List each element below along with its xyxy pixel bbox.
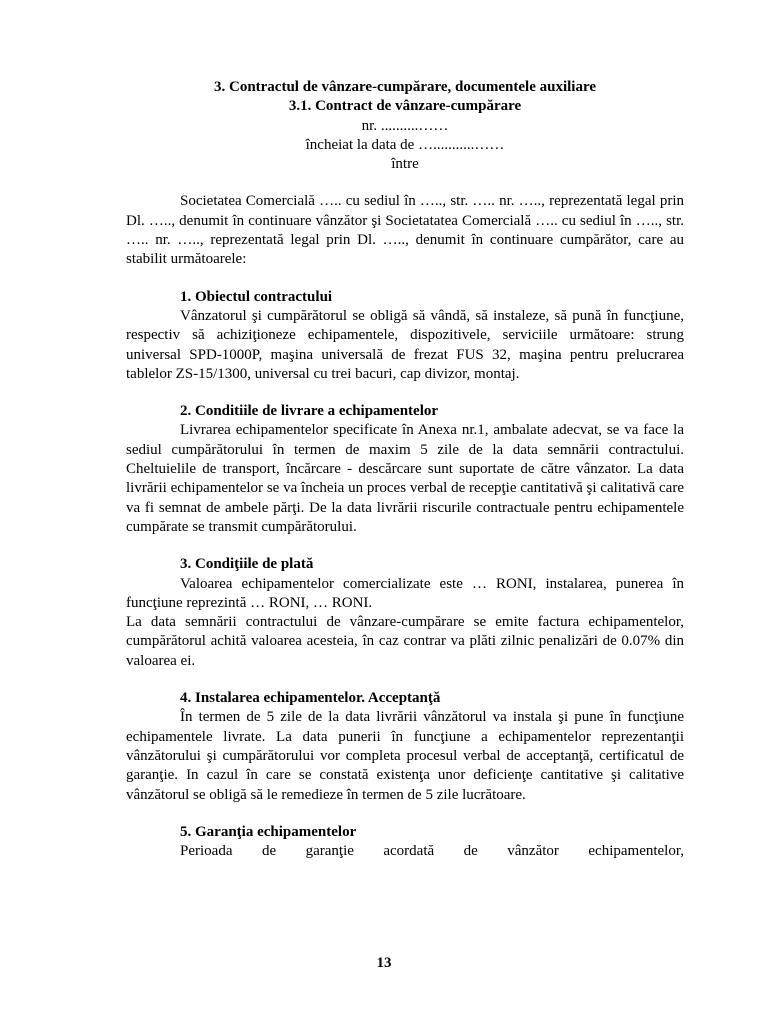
contract-date: încheiat la data de …...........…… <box>305 136 505 153</box>
intro-paragraph: Societatea Comercială ….. cu sediul în ….., str. ….. nr. ….., reprezentată legal prin Dl. ….., denumit în continuare vânzător şi Societatatea Comercială ….. cu sediul în ….., str. ….. nr. ….., reprezentată legal prin Dl. ….., denumit în continuare cumpărător, care au stabilit următoarele: <box>126 193 684 268</box>
section-heading-payment: 3. Condiţiile de plată <box>180 556 314 573</box>
section-body-payment: Valoarea echipamentelor comercializate este … RONI, instalarea, punerea în funcţiune reprezintă … RONI, … RONI. <box>126 575 684 611</box>
section-body-installation: În termen de 5 zile de la data livrării vânzătorul va instala şi pune în funcţiune echipamentele livrate. La data punerii în funcţiune a echipamentelor reprezentanţii vânzătorului şi cumpărătorului vor completa procesul verbal de acceptanţă, certificatul de garanţie. In cazul în care se constată existenţa unor deficienţe cantitative şi calitative vânzătorul se obligă să le remedieze în termen de 5 zile lucrătoare. <box>126 709 684 803</box>
spacer <box>126 384 684 402</box>
spacer <box>126 174 684 192</box>
spacer <box>126 537 684 555</box>
section-body-delivery: Livrarea echipamentelor specificate în Anexa nr.1, ambalate adecvat, se va face la sediul cumpărătorului în termen de maxim 5 zile de la data semnării contractului. Cheltuielile de transport, încărcare - descărcare sunt suportate de către vânzator. La data livrării echipamentelor se va încheia un proces verbal de recepţie cantitativă şi calitativă care va fi semnat de ambele părţi. De la data livrării riscurile contractuale pentru echipamentele cumpărate se transmit cumpărătorului. <box>126 422 684 535</box>
section-heading-object: 1. Obiectul contractului <box>180 288 333 305</box>
contract-number: nr. ..........…… <box>361 117 449 134</box>
between-label: între <box>391 156 419 173</box>
section-body-object: Vânzatorul şi cumpărătorul se obligă să vândă, să instaleze, să pună în funcţiune, respectiv să achiziţioneze echipamentele, dispozitivele, serviciile următoare: strung universal SPD-1000P, maşina universală de frezat FUS 32, maşina pentru prelucrarea tablelor ZS-15/1300, universal cu trei bacuri, cap divizor, montaj. <box>126 307 684 382</box>
document-page <box>126 78 684 861</box>
section-heading-installation: 4. Instalarea echipamentelor. Acceptanţă <box>180 690 441 707</box>
section-body-warranty: Perioada de garanţie acordată de vânzător echipamentelor, <box>180 843 684 860</box>
section-heading-delivery: 2. Conditiile de livrare a echipamentelor <box>180 403 439 420</box>
page-number: 13 <box>376 955 392 971</box>
spacer <box>126 805 684 823</box>
spacer <box>126 270 684 288</box>
chapter-title: 3. Contractul de vânzare-cumpărare, documentele auxiliare <box>213 79 597 95</box>
section-heading-warranty: 5. Garanţia echipamentelor <box>180 823 357 840</box>
section-body-payment-continued: La data semnării contractului de vânzare-cumpărare se emite factura echipamentelor, cumpărătorul achită valoarea acesteia, în caz contrar va plăti zilnic penalizări de 0.07% din valoarea ei. <box>126 614 684 669</box>
section-title: 3.1. Contract de vânzare-cumpărare <box>288 98 522 115</box>
spacer <box>126 671 684 689</box>
